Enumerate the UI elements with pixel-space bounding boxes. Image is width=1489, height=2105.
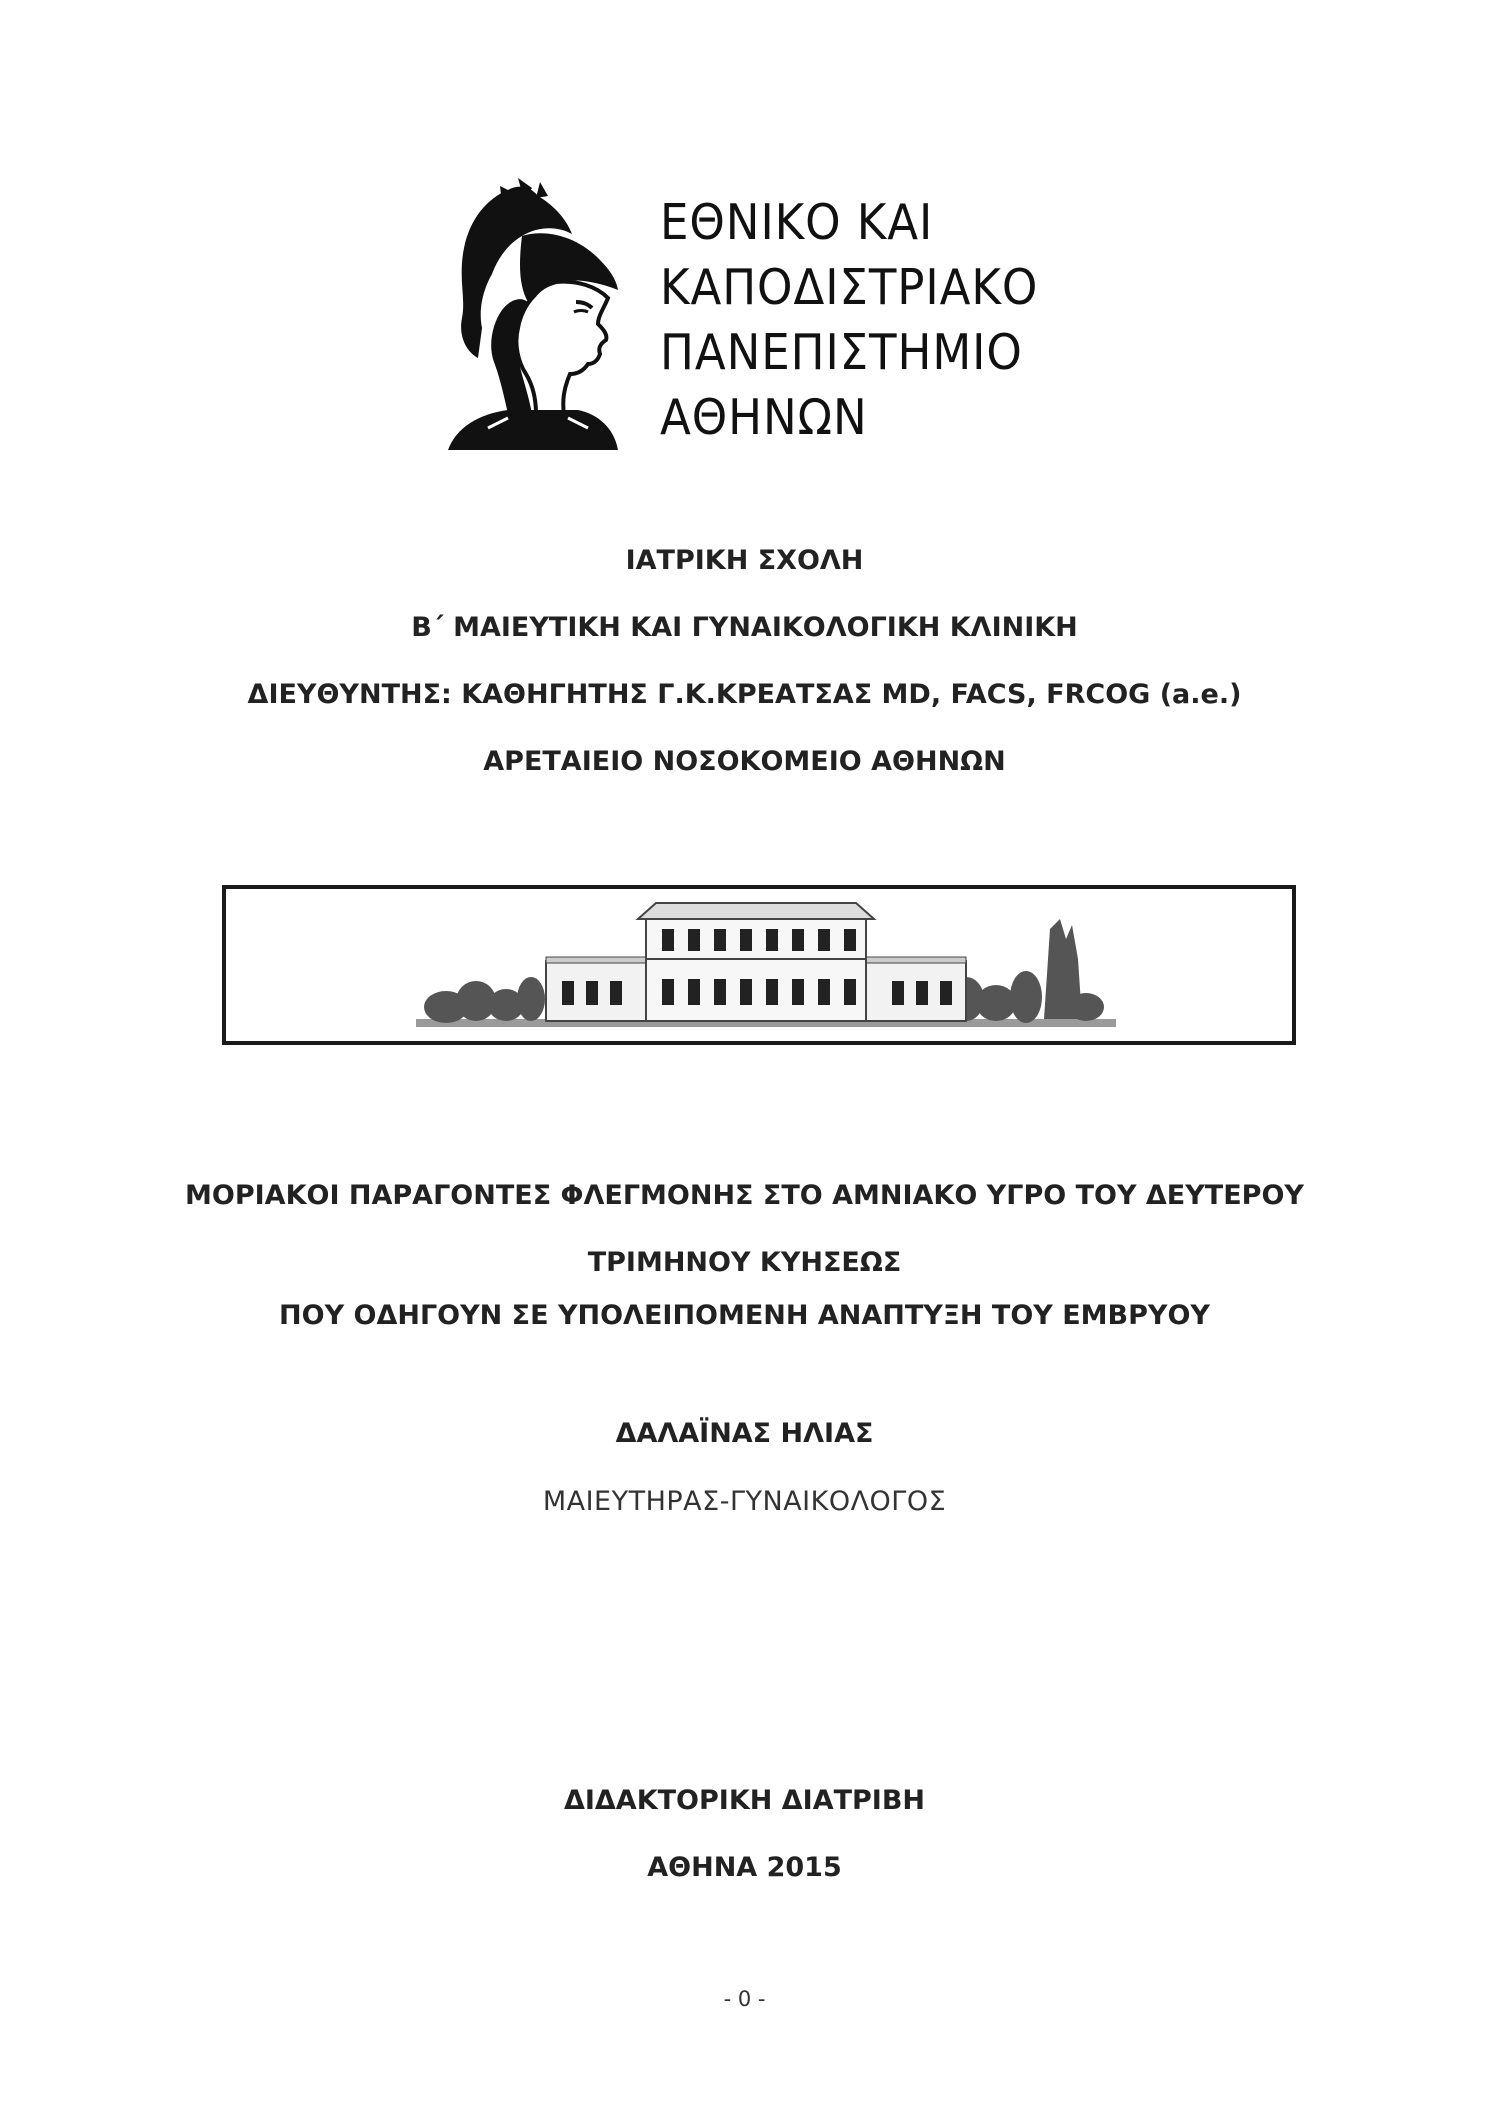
hospital-name: ΑΡΕΤΑΙΕΙΟ ΝΟΣΟΚΟΜΕΙΟ ΑΘΗΝΩΝ [483,746,1006,777]
university-name-line-3: ΠΑΝΕΠΙΣΤΗΜΙΟ [660,324,1023,381]
hospital-building-icon [226,889,1292,1041]
thesis-title-line-1: ΜΟΡΙΑΚΟΙ ΠΑΡΑΓΟΝΤΕΣ ΦΛΕΓΜΟΝΗΣ ΣΤΟ ΑΜΝΙΑΚΟ ΥΓΡΟ ΤΟΥ ΔΕΥΤΕΡΟΥ [185,1180,1304,1211]
university-name-line-4: ΑΘΗΝΩΝ [660,389,868,446]
athena-head-emblem-icon [448,178,618,450]
hospital-banner [222,885,1296,1045]
place-year: ΑΘΗΝΑ 2015 [647,1852,842,1883]
thesis-title-line-3: ΠΟΥ ΟΔΗΓΟΥΝ ΣΕ ΥΠΟΛΕΙΠΟΜΕΝΗ ΑΝΑΠΤΥΞΗ ΤΟΥ ΕΜΒΡΥΟΥ [279,1300,1210,1331]
author-name: ΔΑΛΑΪΝΑΣ ΗΛΙΑΣ [615,1418,874,1449]
clinic-name: Β΄ ΜΑΙΕΥΤΙΚΗ ΚΑΙ ΓΥΝΑΙΚΟΛΟΓΙΚΗ ΚΛΙΝΙΚΗ [411,612,1078,643]
university-logo [448,178,1068,458]
thesis-type: ΔΙΔΑΚΤΟΡΙΚΗ ΔΙΑΤΡΙΒΗ [563,1785,926,1816]
university-name-line-1: ΕΘΝΙΚΟ ΚΑΙ [660,194,934,251]
author-title: ΜΑΙΕΥΤΗΡΑΣ-ΓΥΝΑΙΚΟΛΟΓΟΣ [542,1486,947,1517]
director-line: ΔΙΕΥΘΥΝΤΗΣ: ΚΑΘΗΓΗΤΗΣ Γ.Κ.ΚΡΕΑΤΣΑΣ MD, FACS, FRCOG (a.e.) [247,679,1242,710]
university-name-line-2: ΚΑΠΟΔΙΣΤΡΙΑΚΟ [660,259,1039,316]
school-name: ΙΑΤΡΙΚΗ ΣΧΟΛΗ [625,545,864,576]
page-number: - 0 - [723,1987,766,2011]
thesis-title-line-2: ΤΡΙΜΗΝΟΥ ΚΥΗΣΕΩΣ [587,1247,902,1278]
university-name [660,190,1038,450]
